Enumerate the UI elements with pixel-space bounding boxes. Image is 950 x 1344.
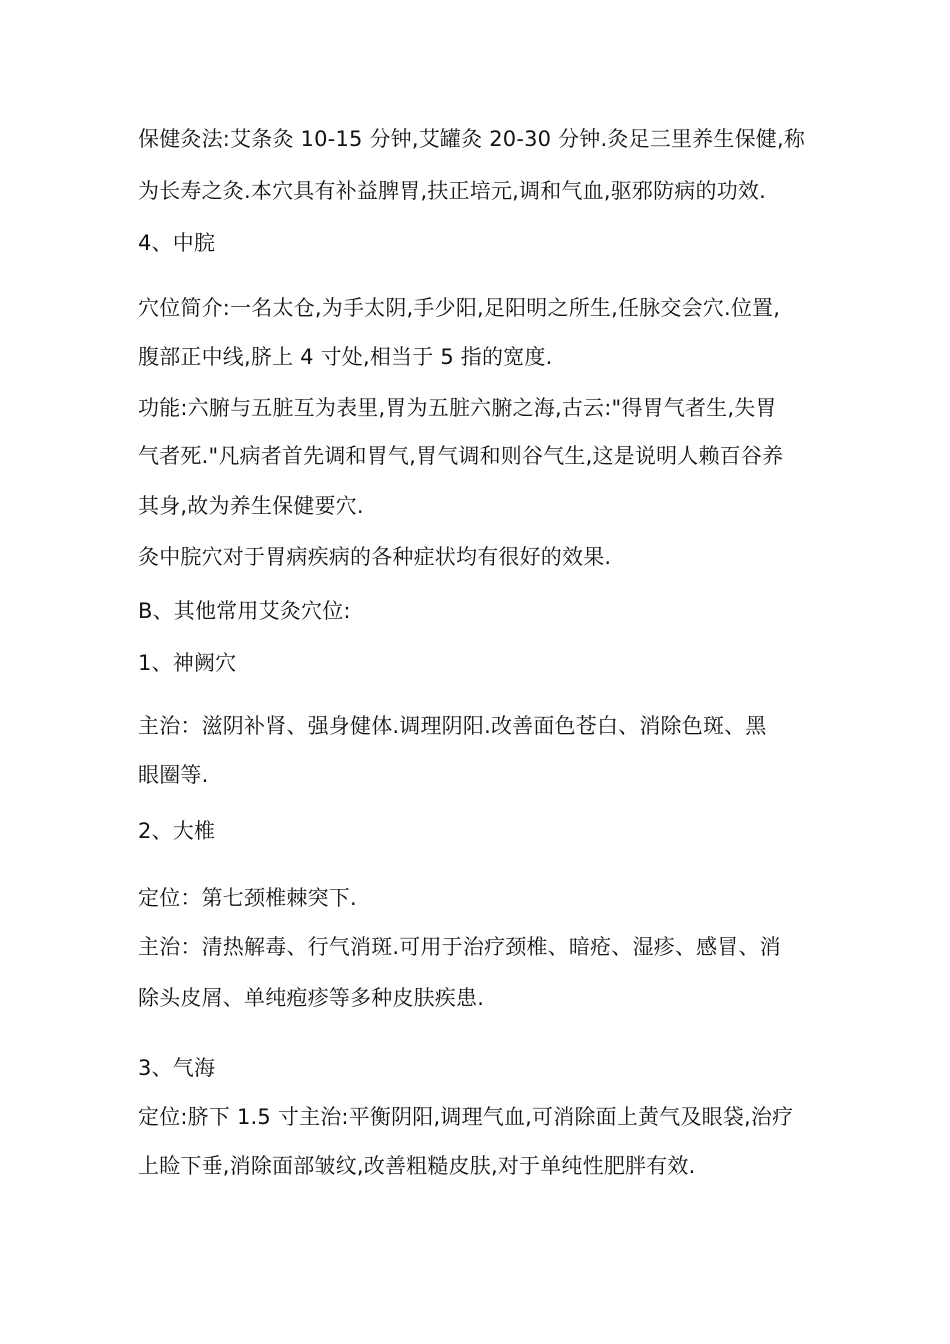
- section-heading: 4、中脘: [138, 231, 216, 255]
- paragraph-line: 保健灸法:艾条灸 10-15 分钟,艾罐灸 20-30 分钟.灸足三里养生保健,称: [138, 127, 806, 151]
- paragraph-line: 腹部正中线,脐上 4 寸处,相当于 5 指的宽度.: [138, 345, 553, 369]
- section-heading: B、其他常用艾灸穴位:: [138, 599, 351, 623]
- section-heading: 1、神阙穴: [138, 651, 237, 675]
- paragraph-line: 上睑下垂,消除面部皱纹,改善粗糙皮肤,对于单纯性肥胖有效.: [138, 1154, 696, 1178]
- paragraph-line: 定位:脐下 1.5 寸主治:平衡阴阳,调理气血,可消除面上黄气及眼袋,治疗: [138, 1105, 794, 1129]
- paragraph-line: 主治：清热解毒、行气消斑.可用于治疗颈椎、暗疮、湿疹、感冒、消: [138, 935, 781, 959]
- paragraph-line: 为长寿之灸.本穴具有补益脾胃,扶正培元,调和气血,驱邪防病的功效.: [138, 179, 766, 203]
- section-heading: 3、气海: [138, 1056, 216, 1080]
- paragraph-line: 定位：第七颈椎棘突下.: [138, 886, 357, 910]
- paragraph-line: 功能:六腑与五脏互为表里,胃为五脏六腑之海,古云:"得胃气者生,失胃: [138, 396, 777, 420]
- paragraph-line: 其身,故为养生保健要穴.: [138, 494, 364, 518]
- paragraph-line: 眼圈等.: [138, 763, 209, 787]
- paragraph-line: 除头皮屑、单纯疱疹等多种皮肤疾患.: [138, 986, 485, 1010]
- paragraph-line: 气者死."凡病者首先调和胃气,胃气调和则谷气生,这是说明人赖百谷养: [138, 444, 784, 468]
- paragraph-line: 灸中脘穴对于胃病疾病的各种症状均有很好的效果.: [138, 545, 612, 569]
- paragraph-line: 穴位简介:一名太仓,为手太阴,手少阳,足阳明之所生,任脉交会穴.位置,: [138, 296, 781, 320]
- paragraph-line: 主治：滋阴补肾、强身健体.调理阴阳.改善面色苍白、消除色斑、黑: [138, 714, 767, 738]
- section-heading: 2、大椎: [138, 819, 216, 843]
